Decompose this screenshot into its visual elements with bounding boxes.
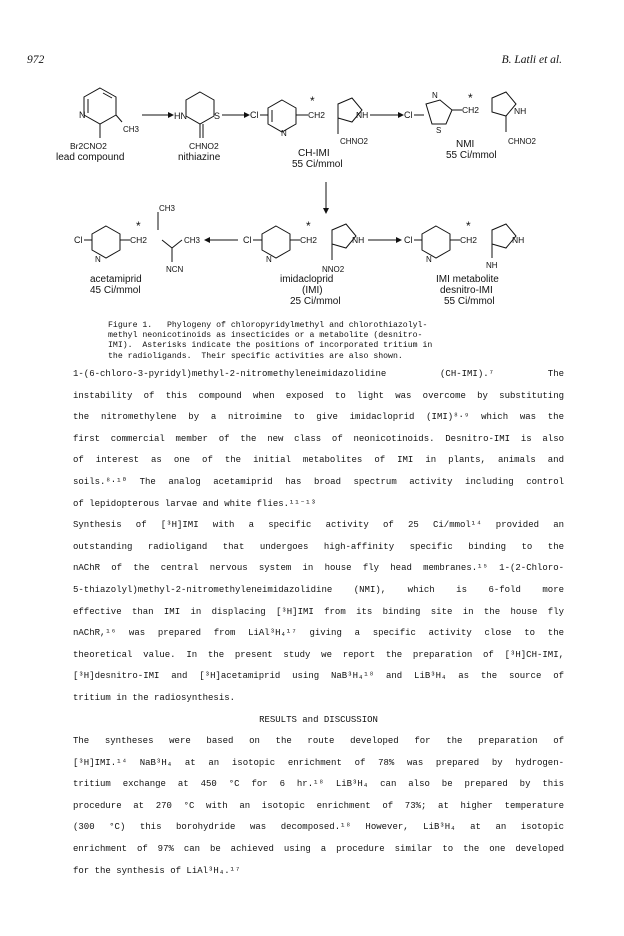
imi-metabolite-activity: 55 Ci/mmol [444, 296, 495, 307]
atom-cl: Cl [404, 235, 413, 245]
paragraph-2: Synthesis of [³H]IMI with a specific activity of 25 Ci/mmol¹⁴ provided an outstanding radioligand that undergoes high-affinity specific binding to the nAChR of the central nervous system in house fly head membranes.¹⁵ 1-(2-Chloro- 5-thiazolyl)methyl-2-nitromethyleneimidazolidine (NMI), which is 6-fold more effective than IMI in displacing [³H]IMI from its binding site in the house fly nAChR,¹⁶ was prepared from LiAl³H₄¹⁷ giving a specific activity close to the theoretical value. In the present study we report the preparation of [³H]CH-IMI, [³H]desnitro-IMI and [³H]acetamiprid using NaB³H₄¹⁸ and LiB³H₄ as the source of tritium in the radiosynthesis. [73, 520, 564, 703]
atom-n: N [79, 110, 86, 120]
ch-imi-label: CH-IMI [298, 148, 330, 159]
nithiazine-sub-label: CHNO2 [189, 141, 219, 151]
atom-ch3: CH3 [123, 125, 140, 134]
paragraph-3: The syntheses were based on the route developed for the preparation of [³H]IMI.¹⁴ NaB³H₄ at an isotopic enrichment of 78% was prepared by hydrogen- tritium exchange at 450 °C for 6 hr.¹⁸ LiB³H₄ can also be prepared by this procedure at 270 °C with an isotopic enrichment of 73%; at higher temperature (300 °C) this borohydride was decomposed.¹⁸ However, LiB³H₄ at an isotopic enrichment of 97% can be achieved using a procedure similar to the one developed for the synthesis of LiAl³H₄.¹⁷ [73, 736, 564, 876]
nmi-activity: 55 Ci/mmol [446, 150, 497, 161]
tritium-star: * [310, 94, 315, 108]
atom-ch2: CH2 [130, 235, 148, 245]
paragraph-1: 1-(6-chloro-3-pyridyl)methyl-2-nitromethyleneimidazolidine (CH-IMI).⁷ The instability of this compound when exposed to light was overcome by substituting the nitromethylene by a nitroimine to give imidacloprid (IMI)⁸·⁹ which was the first commercial member of the new class of neonicotinoids. Desnitro-IMI is also of interest as one of the initial metabolites of IMI in plants, animals and soils.⁸·¹⁰ The analog acetamiprid has broad spectrum activity including control of lepidopterous larvae and white flies.¹¹⁻¹³ [73, 369, 564, 509]
imi-metabolite-sub-label: NH [486, 261, 498, 270]
atom-n: N [426, 255, 432, 264]
atom-n: N [266, 255, 272, 264]
atom-cl: Cl [74, 235, 83, 245]
ch-imi-sub-label: CHNO2 [340, 137, 369, 146]
atom-nh: NH [352, 235, 365, 245]
article-body [73, 364, 564, 882]
atom-ch2: CH2 [300, 235, 318, 245]
acetamiprid-label: acetamiprid [90, 274, 142, 285]
atom-ch2: CH2 [460, 235, 478, 245]
atom-s: S [436, 126, 442, 135]
acetamiprid-sub-label: NCN [166, 265, 184, 274]
atom-hn: HN [174, 111, 187, 121]
acetamiprid-activity: 45 Ci/mmol [90, 285, 141, 296]
imi-metabolite-label: IMI metabolite [436, 274, 499, 285]
imidacloprid-structure [243, 219, 364, 307]
tritium-star: * [468, 91, 473, 105]
imi-metabolite-structure [404, 219, 524, 307]
running-header-authors: B. Latli et al. [501, 54, 562, 66]
atom-ch2: CH2 [462, 105, 480, 115]
atom-nh: NH [356, 110, 369, 120]
section-heading: RESULTS and DISCUSSION [259, 714, 378, 725]
atom-nh: NH [514, 106, 527, 116]
imidacloprid-activity: 25 Ci/mmol [290, 296, 341, 307]
acetamiprid-structure [74, 204, 201, 296]
lead-reagent-label: Br2CNO2 [70, 141, 107, 151]
atom-s: S [214, 111, 221, 121]
page-number: 972 [27, 54, 45, 66]
nithiazine-structure [174, 92, 221, 163]
atom-ch3: CH3 [159, 204, 176, 213]
tritium-star: * [466, 219, 471, 233]
imidacloprid-label: imidacloprid [280, 274, 334, 285]
atom-n: N [432, 91, 438, 100]
atom-cl: Cl [250, 110, 259, 120]
imidacloprid-sub-label: NNO2 [322, 265, 345, 274]
arrow-down-head [323, 208, 329, 214]
tritium-star: * [136, 219, 141, 233]
atom-n: N [95, 255, 101, 264]
atom-n: N [281, 129, 287, 138]
atom-nh: NH [512, 235, 525, 245]
atom-ch3: CH3 [184, 236, 201, 245]
arrow-4-head [204, 237, 210, 243]
nmi-label: NMI [456, 139, 475, 150]
atom-cl: Cl [404, 110, 413, 120]
desnitro-imi-label: desnitro-IMI [440, 285, 493, 296]
lead-compound-label: lead compound [56, 152, 125, 163]
imidacloprid-abbr: (IMI) [302, 285, 323, 296]
ch-imi-activity: 55 Ci/mmol [292, 159, 343, 170]
nmi-structure [404, 91, 537, 161]
ch-imi-structure [250, 94, 369, 170]
figure-caption: Figure 1. Phylogeny of chloropyridylmethyl and chlorothiazolyl- methyl neonicotinoids as insecticides or a metabolite (desnitro- IMI). Asterisks indicate the positions of incorporated tritium in the radioligands. Their specific activities are also shown. [108, 321, 433, 361]
atom-ch2: CH2 [308, 110, 326, 120]
tritium-star: * [306, 219, 311, 233]
atom-cl: Cl [243, 235, 252, 245]
arrow-5-head [396, 237, 402, 243]
lead-compound-structure [56, 88, 140, 163]
nmi-sub-label: CHNO2 [508, 137, 537, 146]
phylogeny-scheme [0, 80, 624, 320]
nithiazine-label: nithiazine [178, 152, 221, 163]
